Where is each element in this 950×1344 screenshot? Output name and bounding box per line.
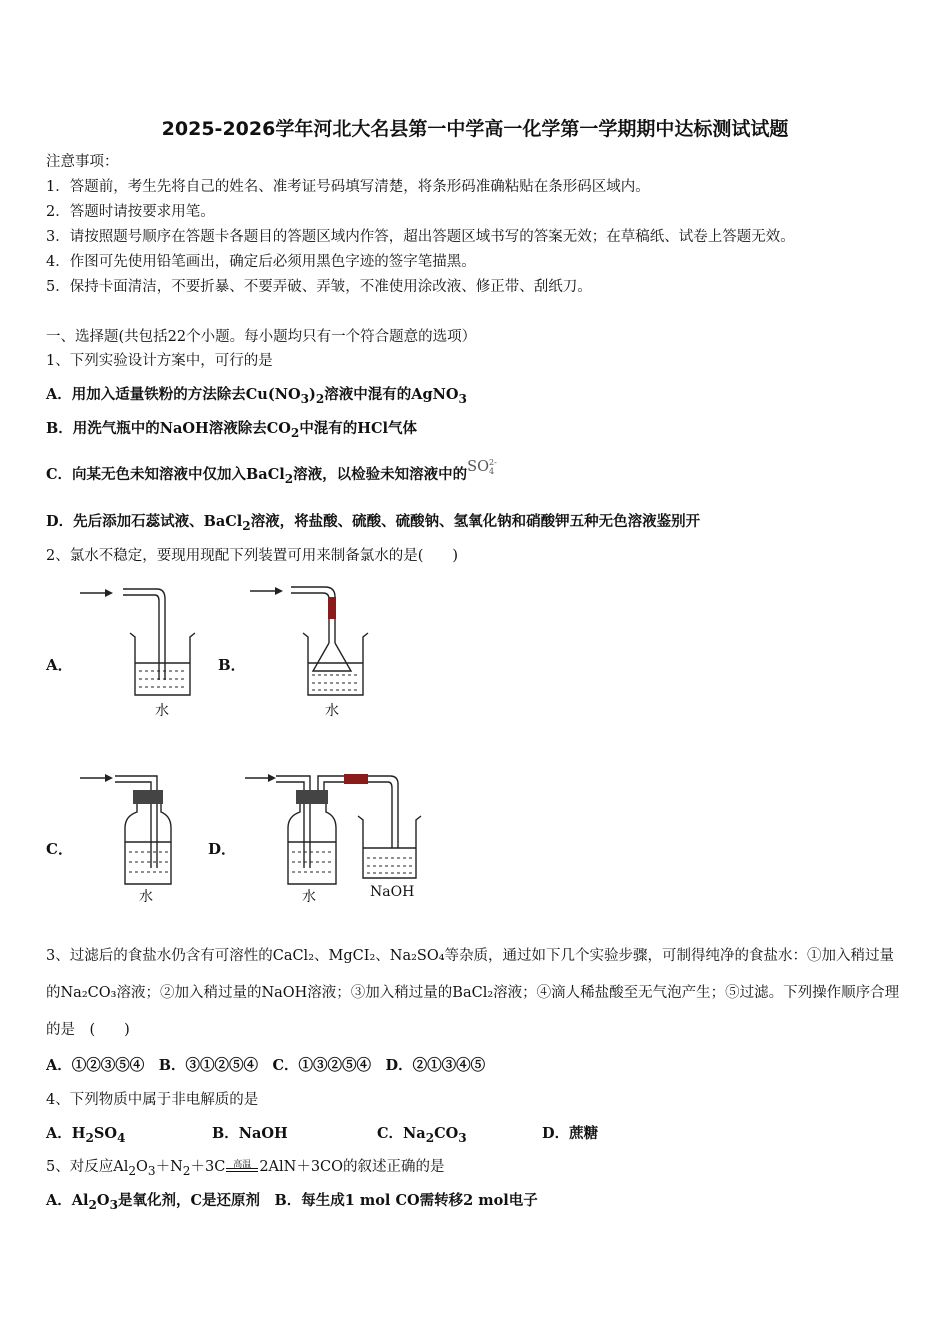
q2-option-d-label: D． [208,840,237,858]
water-label-d: 水 [302,889,316,905]
q5-stem: 5、对反应$Al_2O_3+N_2+3C$ 高温 2AlN＋3CO的叙述正确的是 [46,1159,445,1178]
apparatus-b [245,583,375,723]
q3-text: 3、过滤后的食盐水仍含有可溶性的CaCl₂、MgCI₂、Na₂SO₄等杂质，通过如下几个实验步骤，可制得纯净的食盐水：①加入稍过量的Na₂CO₃溶液；②加入稍过量的NaOH溶液；③加入稍过量的BaCl₂溶液；④滴人稀盐酸至无气泡产生；⑤过滤。下列操作顺序合理的是 ( ) [46,948,900,1038]
notice-heading: 注意事项： [46,154,119,170]
notice-item-2: 2．答题时请按要求用笔。 [46,204,215,220]
water-label-b: 水 [325,703,339,719]
section-heading: 一、选择题(共包括22个小题。每小题均只有一个符合题意的选项） [46,329,477,345]
q1-option-a: A．用加入适量铁粉的方法除去$Cu(NO_3)_2$溶液中混有的AgNO$_3$ [46,386,467,406]
q2-option-c-label: C． [46,840,73,858]
reaction-condition: 高温 [225,1157,259,1177]
apparatus-c [75,768,205,908]
q4-option-d: D．蔗糖 [542,1125,599,1142]
q1-option-b: B．用洗气瓶中的NaOH溶液除去$CO_2$中混有的HCl气体 [46,420,418,440]
sulfate-ion: SO 2- 4 [467,458,497,476]
notice-item-4: 4．作图可先使用铅笔画出，确定后必须用黑色字迹的签字笔描黑。 [46,254,476,270]
q2-option-b-label: B． [218,656,246,674]
q5-options-ab: A．$Al_2O_3$是氧化剂，C是还原剂 B．每生成1 mol CO需转移2 mol电子 [46,1192,538,1212]
q4-option-c: C．$Na_2CO_3$ [377,1125,467,1145]
water-label-a: 水 [155,703,169,719]
notice-item-3: 3．请按照题号顺序在答题卡各题目的答题区域内作答，超出答题区域书写的答案无效；在草稿纸、试卷上答题无效。 [46,229,795,245]
apparatus-a [75,585,205,725]
q2-stem: 2、氯水不稳定，要现用现配下列装置可用来制备氯水的是( ) [46,548,459,564]
q1-stem: 1、下列实验设计方案中，可行的是 [46,353,273,369]
apparatus-d [240,768,430,908]
naoh-label: NaOH [370,884,415,900]
q1-option-c: C．向某无色未知溶液中仅加入BaCl$_2$溶液，以检验未知溶液中的SO 2- 4 [46,458,497,486]
q2-option-a-label: A． [46,656,73,674]
page-title: 2025-2026学年河北大名县第一中学高一化学第一学期期中达标测试试题 [161,118,789,140]
notice-item-5: 5．保持卡面清洁，不要折暴、不要弄破、弄皱，不准使用涂改液、修正带、刮纸刀。 [46,279,592,295]
q4-option-a: A．$H_2SO_4$ [46,1125,126,1145]
notice-item-1: 1．答题前，考生先将自己的姓名、准考证号码填写清楚，将条形码准确粘贴在条形码区域内。 [46,179,650,195]
q4-option-b: B．NaOH [212,1125,288,1142]
q3-options: A．①②③⑤④ B．③①②⑤④ C．①③②⑤④ D．②①③④⑤ [46,1057,486,1074]
q4-stem: 4、下列物质中属于非电解质的是 [46,1092,259,1108]
q1-option-d: D．先后添加石蕊试液、BaCl$_2$溶液，将盐酸、硫酸、硫酸钠、氢氧化钠和硝酸钾五种无色溶液鉴别开 [46,513,701,533]
water-label-c: 水 [139,889,153,905]
